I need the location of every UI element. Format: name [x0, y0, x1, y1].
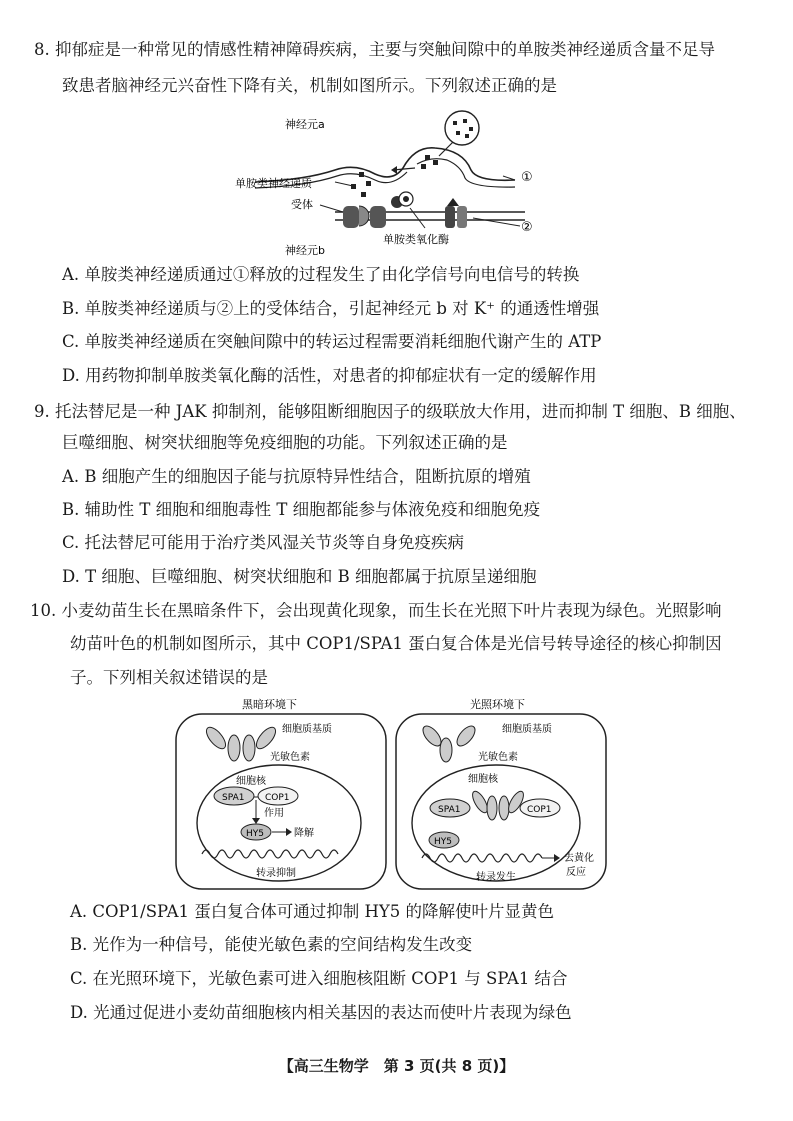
q9-option-a: A. B 细胞产生的细胞因子能与抗原特异性结合，阻断抗原的增殖: [62, 467, 531, 486]
q8-synapse-figure: [225, 108, 555, 258]
enzyme-label: 单胺类氧化酶: [383, 233, 449, 246]
light-cytoplasm-label: 细胞质基质: [502, 724, 552, 735]
light-nucleus-label: 细胞核: [468, 774, 498, 785]
light-cop1-label: COP1: [527, 805, 552, 815]
light-hy5-label: HY5: [434, 837, 452, 847]
q10-stem-line1: 10. 小麦幼苗生长在黑暗条件下，会出现黄化现象，而生长在光照下叶片表现为绿色。光照影响: [30, 601, 722, 620]
q8-option-d: D. 用药物抑制单胺类氧化酶的活性，对患者的抑郁症状有一定的缓解作用: [62, 366, 597, 385]
transmitter-label: 单胺类神经递质: [235, 177, 312, 190]
dark-spa1-label: SPA1: [222, 793, 245, 803]
q9-stem-line1: 9. 托法替尼是一种 JAK 抑制剂，能够阻断细胞因子的级联放大作用，进而抑制 T 细胞、B 细胞、: [34, 402, 746, 421]
dark-phytochrome-label: 光敏色素: [270, 752, 310, 763]
page-footer: 【高三生物学 第 3 页(共 8 页)】: [278, 1057, 515, 1075]
q8-option-a: A. 单胺类神经递质通过①释放的过程发生了由化学信号向电信号的转换: [62, 265, 580, 284]
q9-option-b: B. 辅助性 T 细胞和细胞毒性 T 细胞都能参与体液免疫和细胞免疫: [62, 500, 541, 519]
q10-option-b: B. 光作为一种信号，能使光敏色素的空间结构发生改变: [70, 935, 473, 954]
dark-nucleus-label: 细胞核: [236, 776, 266, 787]
mark-1-label: ①: [521, 170, 533, 185]
q10-option-c: C. 在光照环境下，光敏色素可进入细胞核阻断 COP1 与 SPA1 结合: [70, 969, 568, 988]
dark-title: 黑暗环境下: [242, 698, 297, 711]
light-title: 光照环境下: [470, 698, 525, 711]
q9-option-d: D. T 细胞、巨噬细胞、树突状细胞和 B 细胞都属于抗原呈递细胞: [62, 567, 537, 586]
q10-light-signal-figure: [174, 696, 619, 892]
dark-cytoplasm-label: 细胞质基质: [282, 724, 332, 735]
dark-cop1-label: COP1: [265, 793, 290, 803]
dark-degrade-label: 降解: [294, 828, 314, 839]
q10-option-d: D. 光通过促进小麦幼苗细胞核内相关基因的表达而使叶片表现为绿色: [70, 1003, 572, 1022]
q10-stem-line2: 幼苗叶色的机制如图所示，其中 COP1/SPA1 蛋白复合体是光信号转导途径的核心抑制因: [70, 634, 722, 653]
dark-transcription-label: 转录抑制: [256, 868, 296, 879]
deetiolation-label-2: 反应: [566, 867, 586, 878]
q9-option-c: C. 托法替尼可能用于治疗类风湿关节炎等自身免疫疾病: [62, 533, 465, 552]
neuron-a-label: 神经元a: [285, 118, 325, 131]
dark-hy5-label: HY5: [246, 829, 264, 839]
q10-stem-line3: 子。下列相关叙述错误的是: [70, 668, 268, 687]
light-spa1-label: SPA1: [438, 805, 461, 815]
q8-option-b: B. 单胺类神经递质与②上的受体结合，引起神经元 b 对 K⁺ 的通透性增强: [62, 299, 600, 318]
q8-stem-line2: 致患者脑神经元兴奋性下降有关，机制如图所示。下列叙述正确的是: [62, 76, 557, 95]
q8-stem-line1: 8. 抑郁症是一种常见的情感性精神障碍疾病，主要与突触间隙中的单胺类神经递质含量不足导: [34, 40, 715, 59]
mark-2-label: ②: [521, 220, 533, 235]
dark-action-label: 作用: [264, 808, 284, 819]
q9-stem-line2: 巨噬细胞、树突状细胞等免疫细胞的功能。下列叙述正确的是: [62, 433, 508, 452]
deetiolation-label-1: 去黄化: [564, 853, 594, 864]
receptor-label: 受体: [291, 198, 313, 211]
light-transcription-label: 转录发生: [476, 872, 516, 883]
light-phytochrome-label: 光敏色素: [478, 752, 518, 763]
neuron-b-label: 神经元b: [285, 244, 325, 257]
q8-option-c: C. 单胺类神经递质在突触间隙中的转运过程需要消耗细胞代谢产生的 ATP: [62, 332, 602, 351]
q10-option-a: A. COP1/SPA1 蛋白复合体可通过抑制 HY5 的降解使叶片显黄色: [70, 902, 555, 921]
